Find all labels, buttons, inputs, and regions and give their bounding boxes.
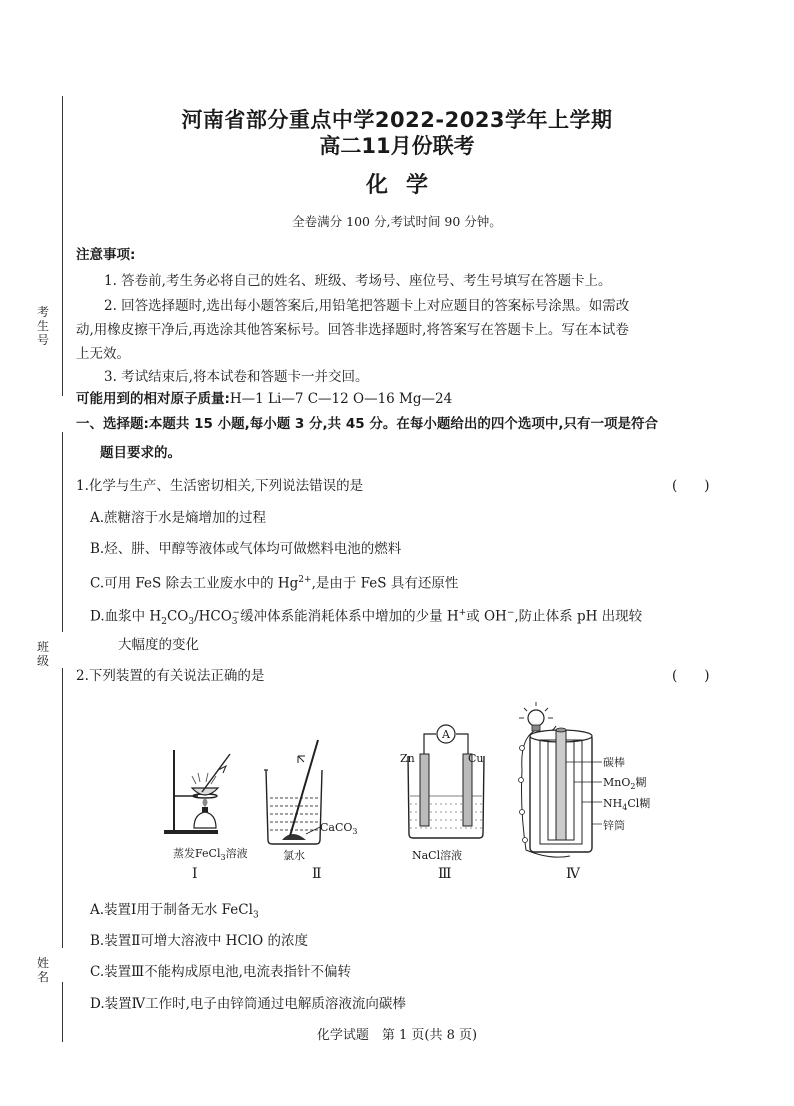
figure-1-caption-sub: 3 xyxy=(220,853,226,863)
q1-d-sup: − xyxy=(506,608,515,618)
notice-item-2-line1: 2. 回答选择题时,选出每小题答案后,用铅笔把答题卡上对应题目的答案标号涂黑。如需改 xyxy=(104,298,630,314)
figure-4-label-zinc-can: 锌筒 xyxy=(603,819,625,832)
q1-d-sub: 3 xyxy=(231,617,238,628)
q1-option-a: A.蔗糖溶于水是熵增加的过程 xyxy=(90,510,267,526)
q2-option-d: D.装置Ⅳ工作时,电子由锌筒通过电解质溶液流向碳棒 xyxy=(90,996,406,1012)
figure-4-nh4cl-sub: 4 xyxy=(622,803,628,813)
q1-d-sub: 3 xyxy=(188,617,195,628)
q1-d-part: 或 OH xyxy=(466,608,507,625)
q2-stem: 2.下列装置的有关说法正确的是 xyxy=(76,668,265,684)
side-label-exam-id: 考生号 xyxy=(36,305,49,347)
side-label-name: 姓名 xyxy=(36,956,49,984)
q1-d-sup: + xyxy=(458,608,467,618)
notice-item-2-line2: 动,用橡皮擦干净后,再选涂其他答案标号。回答非选择题时,将答案写在答题卡上。写在本试卷 xyxy=(76,322,629,338)
figure-1-caption-text: 蒸发FeCl xyxy=(173,847,221,860)
q1-d-sub: 2 xyxy=(161,617,167,628)
figure-1-caption xyxy=(173,845,248,862)
notice-heading: 注意事项: xyxy=(76,247,136,263)
page-footer: 化学试题 第 1 页(共 8 页) xyxy=(316,1028,478,1043)
figure-2-caco3-label xyxy=(320,821,358,836)
binding-line-low xyxy=(62,668,63,948)
figure-4-mno2-sub: 2 xyxy=(630,782,636,792)
figure-4-label-mno2 xyxy=(603,774,646,791)
q1-c-charge: 2+ xyxy=(298,575,312,585)
q2-answer-bracket: ( ) xyxy=(672,668,710,684)
q1-d-sup: − xyxy=(232,608,241,618)
q1-option-c xyxy=(90,569,458,595)
figure-4-nh4cl-text: NH xyxy=(603,797,623,810)
q1-d-part: 缓冲体系能消耗体系中增加的少量 H xyxy=(240,608,459,625)
notice-item-3: 3. 考试结束后,将本试卷和答题卡一并交回。 xyxy=(104,369,369,385)
q1-d-part: ,防止体系 pH 出现较 xyxy=(514,608,643,625)
figure-2-caption: 氯水 xyxy=(283,849,305,862)
q1-option-d-line2: 大幅度的变化 xyxy=(118,637,199,653)
section1-instructions-line2: 题目要求的。 xyxy=(100,445,181,461)
exam-title-line2: 高二11月份联考 xyxy=(319,134,475,158)
figure-3-zn-label: Zn xyxy=(400,752,415,765)
figure-3-cu-label: Cu xyxy=(468,752,484,765)
q1-d-part: CO xyxy=(166,608,189,625)
figure-4-label-nh4cl xyxy=(603,795,650,812)
q1-answer-bracket: ( ) xyxy=(672,478,710,494)
atomic-mass-values: H—1 Li—7 C—12 O—16 Mg—24 xyxy=(229,391,453,407)
q1-c-text: C.可用 FeS 除去工业废水中的 Hg xyxy=(90,575,299,592)
q2-option-c: C.装置Ⅲ不能构成原电池,电流表指针不偏转 xyxy=(90,964,351,980)
q2-option-b: B.装置Ⅱ可增大溶液中 HClO 的浓度 xyxy=(90,933,308,949)
q1-stem: 1.化学与生产、生活密切相关,下列说法错误的是 xyxy=(76,478,364,494)
figure-3-caption: NaCl溶液 xyxy=(412,849,463,862)
subject-title: 化学 xyxy=(365,173,446,198)
score-info: 全卷满分 100 分,考试时间 90 分钟。 xyxy=(292,214,502,229)
figure-2-numeral: Ⅱ xyxy=(312,866,322,882)
figure-4-mno2-text: 糊 xyxy=(635,776,647,789)
q1-option-d xyxy=(90,602,642,633)
figure-4-mno2-text: MnO xyxy=(603,776,631,789)
q2-option-a xyxy=(90,899,259,927)
figure-3-ammeter-label: A xyxy=(442,728,450,741)
q1-d-part: /HCO xyxy=(194,608,232,625)
section1-instructions-line1: 一、选择题:本题共 15 小题,每小题 3 分,共 45 分。在每小题给出的四个选项中,只有一项是符合 xyxy=(76,416,658,432)
figure-2-caco3-text: CaCO xyxy=(320,821,353,834)
figure-4-nh4cl-text: Cl糊 xyxy=(627,797,651,810)
q1-c-text-post: ,是由于 FeS 具有还原性 xyxy=(311,575,459,592)
q2-a-sub: 3 xyxy=(252,910,259,921)
q1-d-part: D.血浆中 H xyxy=(90,608,162,625)
figure-2-caco3-sub: 3 xyxy=(352,827,358,837)
notice-item-1: 1. 答卷前,考生务必将自己的姓名、班级、考场号、座位号、考生号填写在答题卡上。 xyxy=(104,273,612,289)
figure-1-evaporation-apparatus xyxy=(160,740,245,840)
figure-1-numeral: Ⅰ xyxy=(192,866,198,882)
figure-1-caption-text: 溶液 xyxy=(225,847,248,860)
binding-line-mid xyxy=(62,432,63,632)
atomic-mass-label: 可能用到的相对原子质量: xyxy=(76,391,230,407)
side-label-class: 班级 xyxy=(36,640,49,668)
atomic-mass-line xyxy=(76,388,452,410)
q1-option-b: B.烃、肼、甲醇等液体或气体均可做燃料电池的燃料 xyxy=(90,541,402,557)
figure-4-label-carbon-rod: 碳棒 xyxy=(603,756,625,769)
notice-item-2-line3: 上无效。 xyxy=(76,346,130,362)
figure-4-numeral: Ⅳ xyxy=(566,866,580,882)
figure-3-numeral: Ⅲ xyxy=(438,866,452,882)
q2-a-text: A.装置Ⅰ用于制备无水 FeCl xyxy=(90,902,253,918)
exam-title-line1: 河南省部分重点中学2022-2023学年上学期 xyxy=(181,108,613,132)
